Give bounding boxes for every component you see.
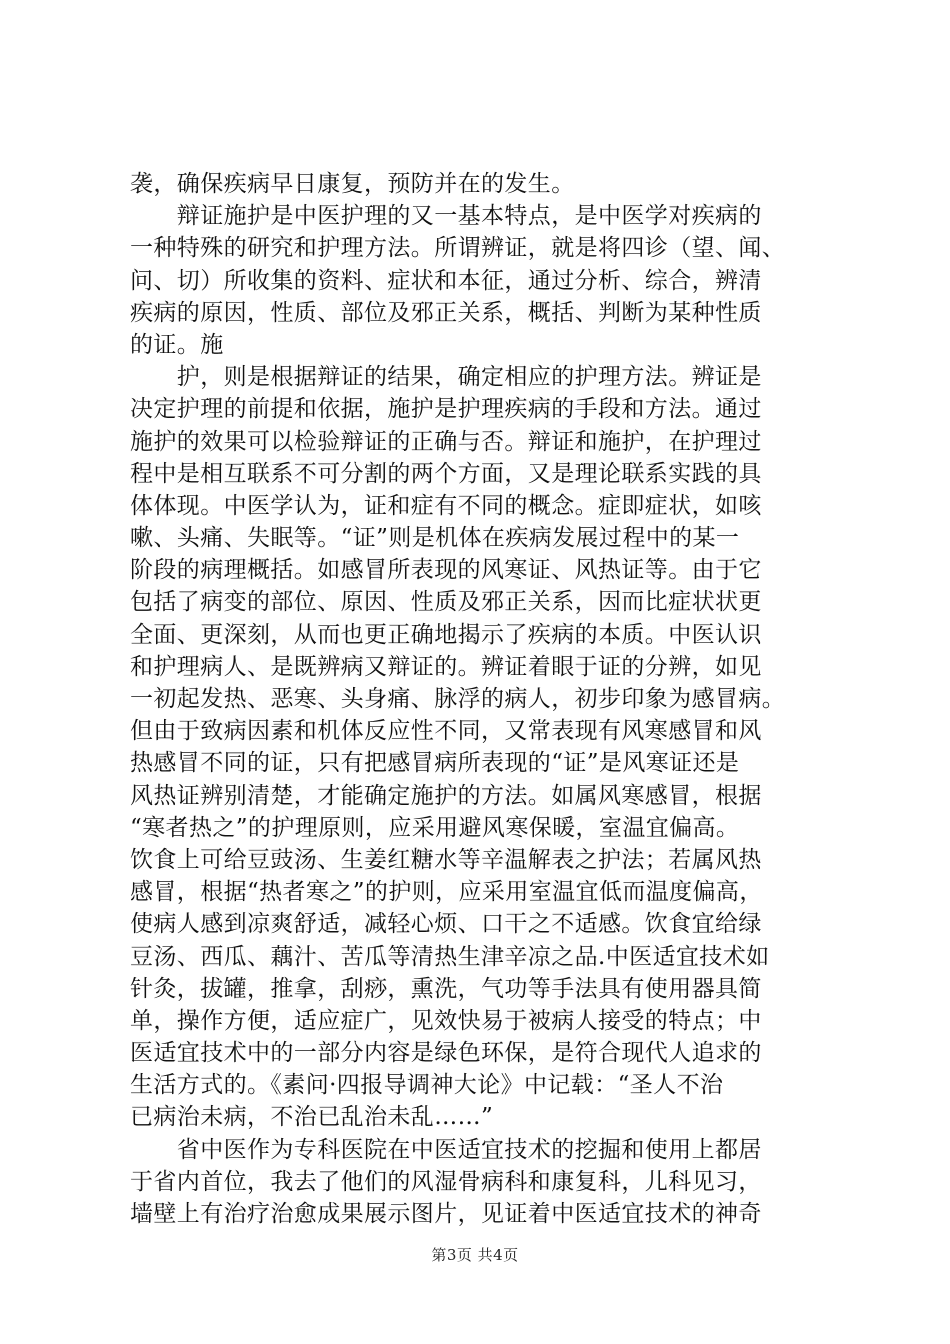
text-line: 疾病的原因，性质、部位及邪正关系，概括、判断为某种性质 bbox=[130, 299, 762, 326]
text-line: 一初起发热、恶寒、头身痛、脉浮的病人，初步印象为感冒病。 bbox=[130, 686, 786, 712]
text-line: 热感冒不同的证，只有把感冒病所表现的“证”是风寒证还是 bbox=[130, 750, 740, 777]
text-line: 已病治未病，不治已乱治未乱……” bbox=[130, 1104, 494, 1131]
text-line: 使病人感到凉爽舒适，减轻心烦、口干之不适感。饮食宜给绿 bbox=[130, 911, 762, 938]
text-line: 袭，确保疾病早日康复，预防并在的发生。 bbox=[130, 171, 575, 197]
text-line: 生活方式的。《素问·四报导调神大论》中记载：“圣人不治 bbox=[130, 1072, 724, 1099]
text-line: 但由于致病因素和机体反应性不同，又常表现有风寒感冒和风 bbox=[130, 718, 762, 745]
document-body bbox=[130, 168, 830, 1230]
page-number-footer: 第3页 共4页 bbox=[431, 1246, 519, 1264]
text-line: 针灸，拔罐，推拿，刮痧，熏洗，气功等手法具有使用器具简 bbox=[130, 975, 762, 1002]
text-line: 阶段的病理概括。如感冒所表现的风寒证、风热证等。由于它 bbox=[130, 557, 762, 584]
text-line: 省中医作为专科医院在中医适宜技术的挖掘和使用上都居 bbox=[130, 1136, 762, 1163]
text-line: 于省内首位，我去了他们的风湿骨病科和康复科，儿科见习， bbox=[130, 1168, 762, 1195]
text-line: 全面、更深刻，从而也更正确地揭示了疾病的本质。中医认识 bbox=[130, 621, 762, 648]
text-line: 的证。施 bbox=[130, 331, 224, 358]
text-line: 施护的效果可以检验辩证的正确与否。辩证和施护，在护理过 bbox=[130, 428, 762, 455]
text-line: 和护理病人、是既辨病又辩证的。辨证着眼于证的分辨，如见 bbox=[130, 653, 762, 680]
text-line: 医适宜技术中的一部分内容是绿色环保，是符合现代人追求的 bbox=[130, 1040, 762, 1067]
text-line: 决定护理的前提和依据，施护是护理疾病的手段和方法。通过 bbox=[130, 396, 762, 423]
text-line: “寒者热之”的护理原则，应采用避风寒保暖，室温宜偏高。 bbox=[130, 814, 740, 841]
text-line: 感冒，根据“热者寒之”的护则，应采用室温宜低而温度偏高， bbox=[130, 879, 763, 906]
text-line: 单，操作方便，适应症广，见效快易于被病人接受的特点；中 bbox=[130, 1007, 762, 1034]
text-line: 风热证辨别清楚，才能确定施护的方法。如属风寒感冒，根据 bbox=[130, 782, 762, 809]
text-line: 包括了病变的部位、原因、性质及邪正关系，因而比症状状更 bbox=[130, 589, 762, 616]
text-line: 辩证施护是中医护理的又一基本特点，是中医学对疾病的 bbox=[130, 203, 762, 230]
text-line: 程中是相互联系不可分割的两个方面，又是理论联系实践的具 bbox=[130, 460, 762, 487]
text-line: 嗽、头痛、失眠等。“证”则是机体在疾病发展过程中的某一 bbox=[130, 525, 740, 552]
text-line: 问、切）所收集的资料、症状和本征，通过分析、综合，辨清 bbox=[130, 267, 762, 294]
text-line: 体体现。中医学认为，证和症有不同的概念。症即症状，如咳 bbox=[130, 492, 762, 519]
text-line: 饮食上可给豆豉汤、生姜红糖水等辛温解表之护法；若属风热 bbox=[130, 846, 762, 873]
text-line: 墙壁上有治疗治愈成果展示图片，见证着中医适宜技术的神奇 bbox=[130, 1201, 762, 1227]
text-line: 豆汤、西瓜、藕汁、苦瓜等清热生津辛凉之品.中医适宜技术如 bbox=[130, 943, 770, 970]
text-line: 一种特殊的研究和护理方法。所谓辨证，就是将四诊（望、闻、 bbox=[130, 235, 786, 262]
text-line: 护，则是根据辩证的结果，确定相应的护理方法。辨证是 bbox=[130, 364, 762, 391]
